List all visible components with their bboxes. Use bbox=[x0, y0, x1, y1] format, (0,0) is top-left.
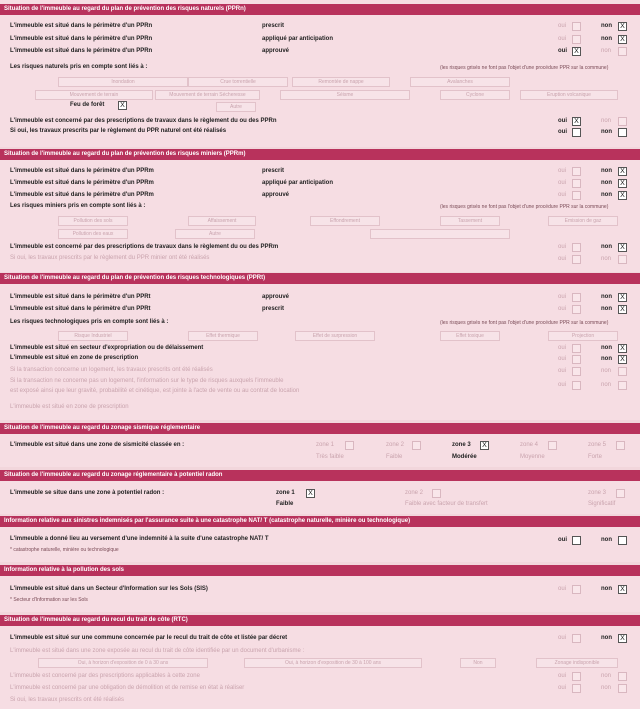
radon-zone-2-checkbox[interactable] bbox=[432, 489, 441, 498]
sis-yes-checkbox[interactable] bbox=[572, 585, 581, 594]
seismic-zone-3-checkbox[interactable]: X bbox=[480, 441, 489, 450]
pprn-risk-mouvement-terrain: Mouvement de terrain bbox=[35, 90, 153, 100]
pprm-row-2-status: appliqué par anticipation bbox=[262, 180, 334, 186]
pprn-row-2-no-checkbox[interactable]: X bbox=[618, 35, 627, 44]
radon-zone-1-label: zone 1 bbox=[276, 490, 295, 496]
pprm-row-1-yes-checkbox[interactable] bbox=[572, 167, 581, 176]
pprn-works-q1-yes-checkbox[interactable]: X bbox=[572, 117, 581, 126]
radon-zone-1-sub: Faible bbox=[276, 501, 294, 507]
pprn-row-1-label: L'immeuble est situé dans le périmètre d'un PPRn bbox=[10, 23, 153, 29]
pprt-row-1-label: L'immeuble est situé dans le périmètre d'un PPRt bbox=[10, 294, 151, 300]
pprn-row-3-no-checkbox[interactable] bbox=[618, 47, 627, 56]
pprt-row-1-yes-checkbox[interactable] bbox=[572, 293, 581, 302]
pprn-risk-feu-de-foret: Feu de forêt bbox=[70, 102, 105, 108]
pprt-q-non-logement-line1: Si la transaction ne concerne pas un logement, l'information sur le type de risques auxquels l'immeuble bbox=[10, 378, 284, 384]
sis-yes-label: oui bbox=[558, 586, 567, 592]
pprt-q-prescription-yes-checkbox[interactable] bbox=[572, 355, 581, 364]
pprn-row-3-yes-checkbox[interactable]: X bbox=[572, 47, 581, 56]
pprn-row-2-yes-label: oui bbox=[558, 36, 567, 42]
pprn-risk-seisme: Séisme bbox=[280, 90, 410, 100]
pprt-q-prescription-yes-label: oui bbox=[558, 356, 567, 362]
pprn-row-1-yes-label: oui bbox=[558, 23, 567, 29]
pprt-q-non-logement-no-checkbox[interactable] bbox=[618, 381, 627, 390]
pprt-q-expropriation: L'immeuble est situé en secteur d'expropriation ou de délaissement bbox=[10, 345, 204, 351]
section-title-rtc: Situation de l'immeuble au regard du recul du trait de côte (RTC) bbox=[0, 615, 640, 626]
pprt-q-logement-works-yes-checkbox[interactable] bbox=[572, 367, 581, 376]
pprt-q-prescription-no-label: non bbox=[601, 356, 612, 362]
section-title-pprm: Situation de l'immeuble au regard du plan de prévention des risques miniers (PPRm) bbox=[0, 149, 640, 160]
pprt-risks-label: Les risques technologiques pris en compte sont liés à : bbox=[10, 319, 169, 325]
pprn-works-q1-no-label: non bbox=[601, 118, 612, 124]
pprn-row-3-no-label: non bbox=[601, 48, 612, 54]
rtc-label: L'immeuble est situé sur une commune concernée par le recul du trait de côte et listée par décret bbox=[10, 635, 288, 641]
rtc-prescriptions-yes-label: oui bbox=[558, 673, 567, 679]
pprt-row-1-no-checkbox[interactable]: X bbox=[618, 293, 627, 302]
pprt-risk-surpression: Effet de surpression bbox=[295, 331, 375, 341]
pprn-works-q2: Si oui, les travaux prescrits par le règlement du PPR naturel ont été réalisés bbox=[10, 128, 227, 134]
pprn-risk-secheresse: Mouvement de terrain Sécheresse bbox=[155, 90, 260, 100]
pprm-works-q1-no-label: non bbox=[601, 244, 612, 250]
seismic-zone-5-sub: Forte bbox=[588, 454, 603, 460]
pprn-risk-inondation: Inondation bbox=[58, 77, 188, 87]
pprt-row-2-yes-checkbox[interactable] bbox=[572, 305, 581, 314]
pprt-risks-note: (les risques grisés ne font pas l'objet d'une procédure PPR sur la commune) bbox=[440, 320, 609, 326]
rtc-option-0-30[interactable]: Oui, à horizon d'exposition de 0 à 30 ans bbox=[38, 658, 208, 668]
pprm-row-2-no-checkbox[interactable]: X bbox=[618, 179, 627, 188]
pprt-q-expropriation-no-checkbox[interactable]: X bbox=[618, 344, 627, 353]
pprn-risks-label: Les risques naturels pris en compte sont liés à : bbox=[10, 64, 148, 70]
rtc-zone-question: L'immeuble est situé dans une zone exposée au recul du trait de côte identifiée par un document d'urbanisme : bbox=[10, 648, 305, 654]
pprt-q-non-logement-no-label: non bbox=[601, 382, 612, 388]
section-title-pprt: Situation de l'immeuble au regard du plan de prévention des risques technologiques (PPRt) bbox=[0, 273, 640, 284]
rtc-works-done: Si oui, les travaux prescrits ont été réalisés bbox=[10, 697, 125, 703]
pprm-works-q2: Si oui, les travaux prescrits par le règlement du PPR minier ont été réalisés bbox=[10, 255, 210, 261]
pprn-risk-autre: Autre bbox=[216, 102, 256, 112]
pprm-row-3-yes-checkbox[interactable] bbox=[572, 191, 581, 200]
pprm-risk-autre: Autre bbox=[175, 229, 255, 239]
rtc-yes-checkbox[interactable] bbox=[572, 634, 581, 643]
section-title-sis: Information relative à la pollution des sols bbox=[0, 565, 640, 576]
catnat-note: * catastrophe naturelle, minière ou technologique bbox=[10, 547, 119, 553]
pprn-row-2-label: L'immeuble est situé dans le périmètre d'un PPRn bbox=[10, 36, 153, 42]
pprt-q-non-logement-yes-checkbox[interactable] bbox=[572, 381, 581, 390]
seismic-zone-4-checkbox[interactable] bbox=[548, 441, 557, 450]
pprm-risk-effondrement: Effondrement bbox=[310, 216, 380, 226]
rtc-option-30-100[interactable]: Oui, à horizon d'exposition de 30 à 100 ans bbox=[244, 658, 422, 668]
pprn-works-q2-no-checkbox[interactable] bbox=[618, 128, 627, 137]
pprm-row-2-no-label: non bbox=[601, 180, 612, 186]
pprn-works-q2-no-label: non bbox=[601, 129, 612, 135]
seismic-zone-1-label: zone 1 bbox=[316, 442, 335, 448]
section-title-catnat: Information relative aux sinistres indemnisés par l'assurance suite à une catastrophe NAT/ T (catastrophe naturelle, minière ou technologique) bbox=[0, 516, 640, 527]
catnat-label: L'immeuble a donné lieu au versement d'une indemnité à la suite d'une catastrophe NAT/ T bbox=[10, 536, 269, 542]
radon-zone-2-sub: Faible avec facteur de transfert bbox=[405, 501, 488, 507]
pprn-row-1-no-checkbox[interactable]: X bbox=[618, 22, 627, 31]
pprt-row-2-no-checkbox[interactable]: X bbox=[618, 305, 627, 314]
pprt-row-1-status: approuvé bbox=[262, 294, 290, 300]
pprt-risk-projection: Projection bbox=[548, 331, 618, 341]
rtc-demolition-yes-checkbox[interactable] bbox=[572, 684, 581, 693]
pprn-row-3-yes-label: oui bbox=[558, 48, 567, 54]
pprt-risk-toxique: Effet toxique bbox=[440, 331, 500, 341]
pprt-q-prescription-footer: L'immeuble est situé en zone de prescription bbox=[10, 404, 129, 410]
pprn-risks-note: (les risques grisés ne font pas l'objet d'une procédure PPR sur la commune) bbox=[440, 65, 609, 71]
pprn-row-1-no-label: non bbox=[601, 23, 612, 29]
pprt-row-2-yes-label: oui bbox=[558, 306, 567, 312]
pprn-row-3-label: L'immeuble est situé dans le périmètre d'un PPRn bbox=[10, 48, 153, 54]
pprt-q-logement-works-no-label: non bbox=[601, 368, 612, 374]
pprm-works-q1-yes-checkbox[interactable] bbox=[572, 243, 581, 252]
pprt-row-1-yes-label: oui bbox=[558, 294, 567, 300]
pprm-risks-note: (les risques grisés ne font pas l'objet d'une procédure PPR sur la commune) bbox=[440, 204, 609, 210]
pprm-risk-autre-field[interactable] bbox=[370, 229, 510, 239]
pprt-row-2-label: L'immeuble est situé dans le périmètre d'un PPRt bbox=[10, 306, 151, 312]
pprn-row-2-yes-checkbox[interactable] bbox=[572, 35, 581, 44]
seismic-zone-1-checkbox[interactable] bbox=[345, 441, 354, 450]
rtc-demolition: L'immeuble est concerné par une obligation de démolition et de remise en état à réaliser bbox=[10, 685, 245, 691]
pprn-row-2-status: appliqué par anticipation bbox=[262, 36, 334, 42]
pprn-risk-feu-checkbox[interactable]: X bbox=[118, 101, 127, 110]
pprt-q-logement-works: Si la transaction concerne un logement, les travaux prescrits ont été réalisés bbox=[10, 367, 213, 373]
pprm-works-q2-no-label: non bbox=[601, 256, 612, 262]
pprt-q-logement-works-no-checkbox[interactable] bbox=[618, 367, 627, 376]
pprm-row-1-no-label: non bbox=[601, 168, 612, 174]
catnat-yes-label: oui bbox=[558, 537, 567, 543]
pprn-risk-remontee-nappe: Remontée de nappe bbox=[292, 77, 390, 87]
pprt-row-2-status: prescrit bbox=[262, 306, 285, 312]
pprm-risk-pollution-eaux: Pollution des eaux bbox=[58, 229, 128, 239]
pprm-row-1-yes-label: oui bbox=[558, 168, 567, 174]
sis-no-checkbox[interactable]: X bbox=[618, 585, 627, 594]
pprt-q-non-logement-line2: est exposé ainsi que leur gravité, probabilité et cinétique, est jointe à l'acte de vente ou au contrat de location bbox=[10, 388, 300, 394]
pprt-risk-thermique: Effet thermique bbox=[188, 331, 258, 341]
rtc-demolition-no-label: non bbox=[601, 685, 612, 691]
pprm-risks-label: Les risques miniers pris en compte sont liés à : bbox=[10, 203, 146, 209]
pprt-q-expropriation-yes-label: oui bbox=[558, 345, 567, 351]
seismic-zone-1-sub: Très faible bbox=[316, 454, 344, 460]
pprm-row-3-status: approuvé bbox=[262, 192, 290, 198]
pprm-row-1-label: L'immeuble est situé dans le périmètre d'un PPRm bbox=[10, 168, 154, 174]
seismic-zone-3-sub: Modérée bbox=[452, 454, 477, 460]
pprm-works-q2-yes-label: oui bbox=[558, 256, 567, 262]
pprn-works-q1-yes-label: oui bbox=[558, 118, 567, 124]
radon-zone-3-checkbox[interactable] bbox=[616, 489, 625, 498]
pprt-q-prescription: L'immeuble est situé en zone de prescription bbox=[10, 355, 139, 361]
radon-zone-1-checkbox[interactable]: X bbox=[306, 489, 315, 498]
pprn-risk-crue-torrentielle: Crue torrentielle bbox=[188, 77, 288, 87]
seismic-zone-4-label: zone 4 bbox=[520, 442, 539, 448]
pprt-q-logement-works-yes-label: oui bbox=[558, 368, 567, 374]
pprt-q-non-logement-yes-label: oui bbox=[558, 382, 567, 388]
pprm-row-2-yes-label: oui bbox=[558, 180, 567, 186]
rtc-prescriptions-no-checkbox[interactable] bbox=[618, 672, 627, 681]
pprm-row-2-yes-checkbox[interactable] bbox=[572, 179, 581, 188]
pprm-risk-emission-gaz: Emission de gaz bbox=[548, 216, 618, 226]
catnat-no-label: non bbox=[601, 537, 612, 543]
pprm-works-q2-no-checkbox[interactable] bbox=[618, 255, 627, 264]
pprm-risk-pollution-sols: Pollution des sols bbox=[58, 216, 128, 226]
pprm-row-3-label: L'immeuble est situé dans le périmètre d'un PPRm bbox=[10, 192, 154, 198]
radon-zone-3-label: zone 3 bbox=[588, 490, 607, 496]
pprt-q-expropriation-no-label: non bbox=[601, 345, 612, 351]
section-title-radon: Situation de l'immeuble au regard du zonage réglementaire à potentiel radon bbox=[0, 470, 640, 481]
pprn-row-1-status: prescrit bbox=[262, 23, 285, 29]
catnat-yes-checkbox[interactable] bbox=[572, 536, 581, 545]
pprn-risk-avalanches: Avalanches bbox=[410, 77, 510, 87]
rtc-yes-label: oui bbox=[558, 635, 567, 641]
pprn-row-1-yes-checkbox[interactable] bbox=[572, 22, 581, 31]
sis-label: L'immeuble est situé dans un Secteur d'Information sur les Sols (SIS) bbox=[10, 586, 208, 592]
pprn-row-3-status: approuvé bbox=[262, 48, 290, 54]
rtc-prescriptions-no-label: non bbox=[601, 673, 612, 679]
seismic-zone-5-label: zone 5 bbox=[588, 442, 607, 448]
radon-label: L'immeuble se situe dans une zone à potentiel radon : bbox=[10, 490, 165, 496]
rtc-prescriptions-yes-checkbox[interactable] bbox=[572, 672, 581, 681]
pprm-row-3-yes-label: oui bbox=[558, 192, 567, 198]
pprm-works-q1-yes-label: oui bbox=[558, 244, 567, 250]
rtc-no-label: non bbox=[601, 635, 612, 641]
pprm-row-3-no-label: non bbox=[601, 192, 612, 198]
rtc-demolition-yes-label: oui bbox=[558, 685, 567, 691]
pprt-q-prescription-no-checkbox[interactable]: X bbox=[618, 355, 627, 364]
sis-note: * Secteur d'Information sur les Sols bbox=[10, 597, 88, 603]
pprm-works-q1-no-checkbox[interactable]: X bbox=[618, 243, 627, 252]
pprn-risk-cyclone: Cyclone bbox=[440, 90, 510, 100]
pprn-works-q2-yes-label: oui bbox=[558, 129, 567, 135]
pprm-row-1-status: prescrit bbox=[262, 168, 285, 174]
pprt-row-1-no-label: non bbox=[601, 294, 612, 300]
pprm-risk-affaissement: Affaissement bbox=[188, 216, 256, 226]
seismic-zone-4-sub: Moyenne bbox=[520, 454, 545, 460]
pprm-row-2-label: L'immeuble est situé dans le périmètre d'un PPRm bbox=[10, 180, 154, 186]
seismic-zone-2-label: zone 2 bbox=[386, 442, 405, 448]
pprm-risk-tassement: Tassement bbox=[440, 216, 500, 226]
pprn-works-q1: L'immeuble est concerné par des prescriptions de travaux dans le règlement du ou des PPRn bbox=[10, 118, 277, 124]
rtc-option-zonage-indisponible[interactable]: Zonage indisponible bbox=[536, 658, 618, 668]
rtc-prescriptions: L'immeuble est concerné par des prescriptions applicables à cette zone bbox=[10, 673, 200, 679]
sis-no-label: non bbox=[601, 586, 612, 592]
pprm-works-q1: L'immeuble est concerné par des prescriptions de travaux dans le règlement du ou des PPRm bbox=[10, 244, 279, 250]
seismic-zone-3-label: zone 3 bbox=[452, 442, 471, 448]
radon-zone-3-sub: Significatif bbox=[588, 501, 616, 507]
radon-zone-2-label: zone 2 bbox=[405, 490, 424, 496]
section-title-pprn: Situation de l'immeuble au regard du plan de prévention des risques naturels (PPRn) bbox=[0, 4, 640, 15]
pprn-works-q1-no-checkbox[interactable] bbox=[618, 117, 627, 126]
pprm-works-q2-yes-checkbox[interactable] bbox=[572, 255, 581, 264]
pprm-row-3-no-checkbox[interactable]: X bbox=[618, 191, 627, 200]
rtc-no-checkbox[interactable]: X bbox=[618, 634, 627, 643]
rtc-demolition-no-checkbox[interactable] bbox=[618, 684, 627, 693]
pprt-row-2-no-label: non bbox=[601, 306, 612, 312]
pprt-risk-industriel: Risque Industriel bbox=[58, 331, 128, 341]
seismic-label: L'immeuble est situé dans une zone de sismicité classée en : bbox=[10, 442, 185, 448]
pprn-risk-eruption: Eruption volcanique bbox=[520, 90, 618, 100]
rtc-option-non[interactable]: Non bbox=[460, 658, 496, 668]
section-title-seismic: Situation de l'immeuble au regard du zonage sismique réglementaire bbox=[0, 423, 640, 434]
pprt-q-expropriation-yes-checkbox[interactable] bbox=[572, 344, 581, 353]
catnat-no-checkbox[interactable] bbox=[618, 536, 627, 545]
pprn-works-q2-yes-checkbox[interactable] bbox=[572, 128, 581, 137]
seismic-zone-5-checkbox[interactable] bbox=[616, 441, 625, 450]
pprn-row-2-no-label: non bbox=[601, 36, 612, 42]
pprm-row-1-no-checkbox[interactable]: X bbox=[618, 167, 627, 176]
seismic-zone-2-checkbox[interactable] bbox=[412, 441, 421, 450]
seismic-zone-2-sub: Faible bbox=[386, 454, 403, 460]
